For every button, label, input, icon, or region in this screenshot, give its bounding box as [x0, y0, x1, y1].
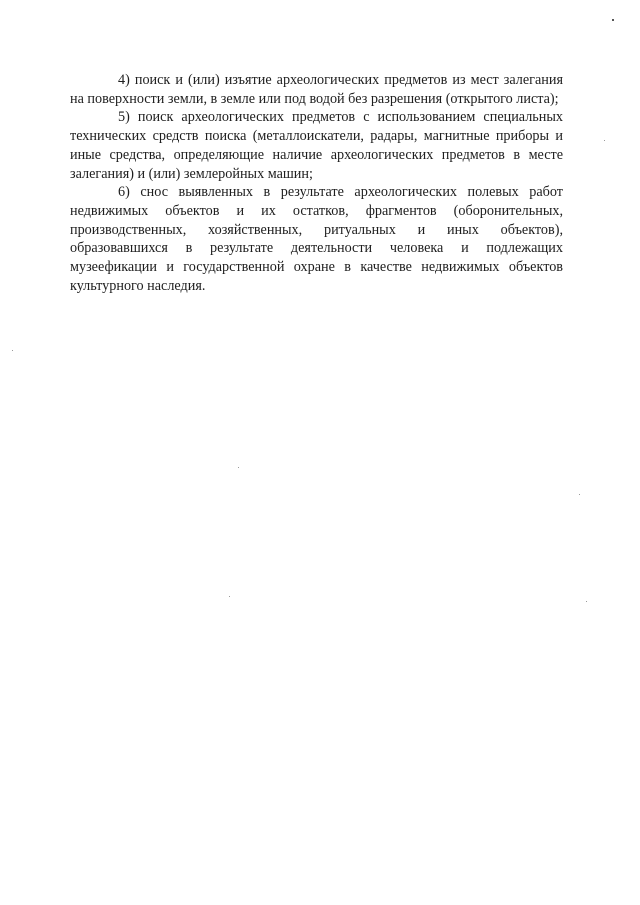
- scan-speck: [579, 494, 580, 495]
- scan-speck: [612, 19, 614, 21]
- document-body: [70, 71, 563, 295]
- paragraph-item-5: 5) поиск археологических предметов с использованием специальных технических средств поиска (металлоискатели, радары, магнитные приборы и иные средства, определяющие наличие археологических предметов в месте залегания) и (или) землеройных машин;: [70, 109, 563, 182]
- paragraph-item-6: 6) снос выявленных в результате археологических полевых работ недвижимых объектов и их остатков, фрагментов (оборонительных, производственных, хозяйственных, ритуальных и иных объектов), образовавшихся в результате деятельности человека и подлежащих музеефикации и государственной охране в качестве недвижимых объектов культурного наследия.: [70, 184, 563, 294]
- scan-speck: [586, 601, 587, 602]
- scan-speck: [238, 467, 239, 468]
- scan-speck: [604, 140, 605, 141]
- scan-speck: [229, 596, 230, 597]
- paragraph-item-4: 4) поиск и (или) изъятие археологических предметов из мест залегания на поверхности земли, в земле или под водой без разрешения (открытого листа);: [70, 72, 563, 107]
- scan-speck: [12, 350, 13, 351]
